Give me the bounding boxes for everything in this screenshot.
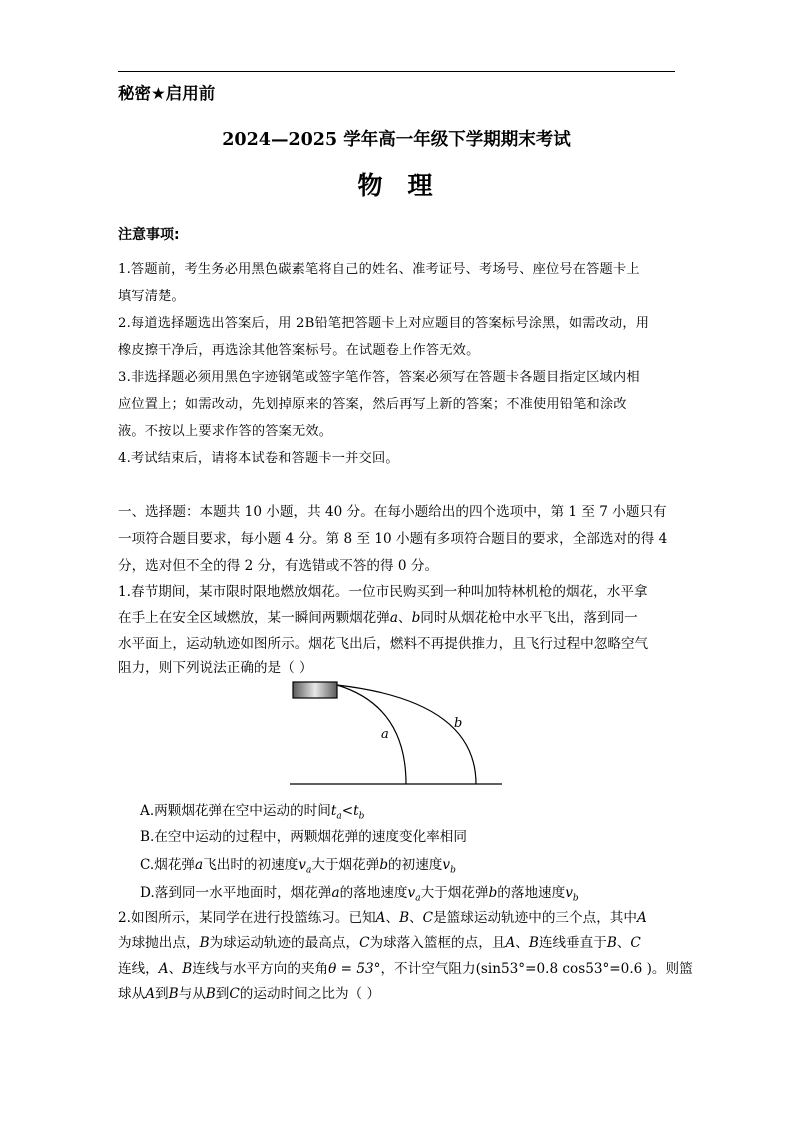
label-a: a xyxy=(381,727,389,742)
q2-line: 连线，A、B连线与水平方向的夹角θ = 53°，不计空气阻力(sin53°=0.8 cos53°=0.6 )。则篮 xyxy=(118,961,693,977)
theta-expression: θ = 53° xyxy=(328,961,381,977)
section-intro-line: 分，选对但不全的得 2 分，有选错或不答的得 0 分。 xyxy=(118,558,439,574)
q1-line: 在手上在安全区域燃放，某一瞬间两颗烟花弹a、b同时从烟花枪中水平飞出，落到同一 xyxy=(118,610,638,626)
note-line: 填写清楚。 xyxy=(118,289,185,304)
var-b: b xyxy=(411,610,421,626)
note-line: 3.非选择题必须用黑色字迹钢笔或签字笔作答，答案必须写在答题卡各题目指定区域内相 xyxy=(118,370,640,385)
notes-heading: 注意事项: xyxy=(118,227,180,243)
note-line: 2.每道选择题选出答案后，用 2B铅笔把答题卡上对应题目的答案标号涂黑，如需改动，用 xyxy=(118,316,650,331)
trajectory-a xyxy=(337,685,406,784)
trajectory-b xyxy=(337,685,476,784)
q2-line: 为球抛出点，B为球运动轨迹的最高点，C为球落入篮框的点，且A、B连线垂直于B、C xyxy=(118,935,641,951)
q1-option-a: A.两颗烟花弹在空中运动的时间$t_a<t_b$ xyxy=(140,803,365,822)
subject-char-2: 理 xyxy=(407,171,436,200)
section-intro-line: 一项符合题目要求，每小题 4 分。第 8 至 10 小题有多项符合题目的要求，全部选对的得 4 xyxy=(118,531,668,547)
subject-title xyxy=(0,166,793,202)
note-line: 液。不按以上要求作答的答案无效。 xyxy=(118,424,333,439)
q2-line: 球从A到B与从B到C的运动时间之比为（ ） xyxy=(118,986,381,1002)
secret-label: 秘密★启用前 xyxy=(118,84,216,103)
exam-title: 2024—2025 学年高一年级下学期期末考试 xyxy=(222,130,571,150)
q2-line: 2.如图所示，某同学在进行投篮练习。已知A、B、C是篮球运动轨迹中的三个点，其中A xyxy=(118,910,647,926)
note-line: 橡皮擦干净后，再选涂其他答案标号。在试题卷上作答无效。 xyxy=(118,343,480,358)
firework-gun xyxy=(293,682,337,698)
subject-char-1: 物 xyxy=(357,171,386,200)
q1-option-c: C.烟花弹a飞出时的初速度$v_a$大于烟花弹b的初速度$v_b$ xyxy=(140,857,456,876)
note-line: 4.考试结束后，请将本试卷和答题卡一并交回。 xyxy=(118,451,399,466)
var-a: a xyxy=(389,610,398,626)
section-intro-line: 一、选择题：本题共 10 小题，共 40 分。在每小题给出的四个选项中，第 1 至 7 小题只有 xyxy=(118,504,667,520)
q1-option-b: B.在空中运动的过程中，两颗烟花弹的速度变化率相同 xyxy=(140,829,467,845)
header-rule xyxy=(118,71,675,72)
q1-line: 1.春节期间，某市限时限地燃放烟花。一位市民购买到一种叫加特林机枪的烟花，水平拿 xyxy=(118,584,648,600)
q1-option-d: D.落到同一水平地面时，烟花弹a的落地速度$v_a$大于烟花弹b的落地速度$v_b$ xyxy=(140,885,579,904)
label-b: b xyxy=(454,716,463,731)
q1-line: 水平面上，运动轨迹如图所示。烟花飞出后，燃料不再提供推力，且飞行过程中忽略空气 xyxy=(118,636,649,652)
q1-line: 阻力，则下列说法正确的是（ ） xyxy=(118,660,313,676)
fireworks-trajectory-figure xyxy=(286,676,506,794)
note-line: 应位置上；如需改动，先划掉原来的答案，然后再写上新的答案；不准使用铅笔和涂改 xyxy=(118,397,627,412)
note-line: 1.答题前，考生务必用黑色碳素笔将自己的姓名、准考证号、考场号、座位号在答题卡上 xyxy=(118,262,640,277)
